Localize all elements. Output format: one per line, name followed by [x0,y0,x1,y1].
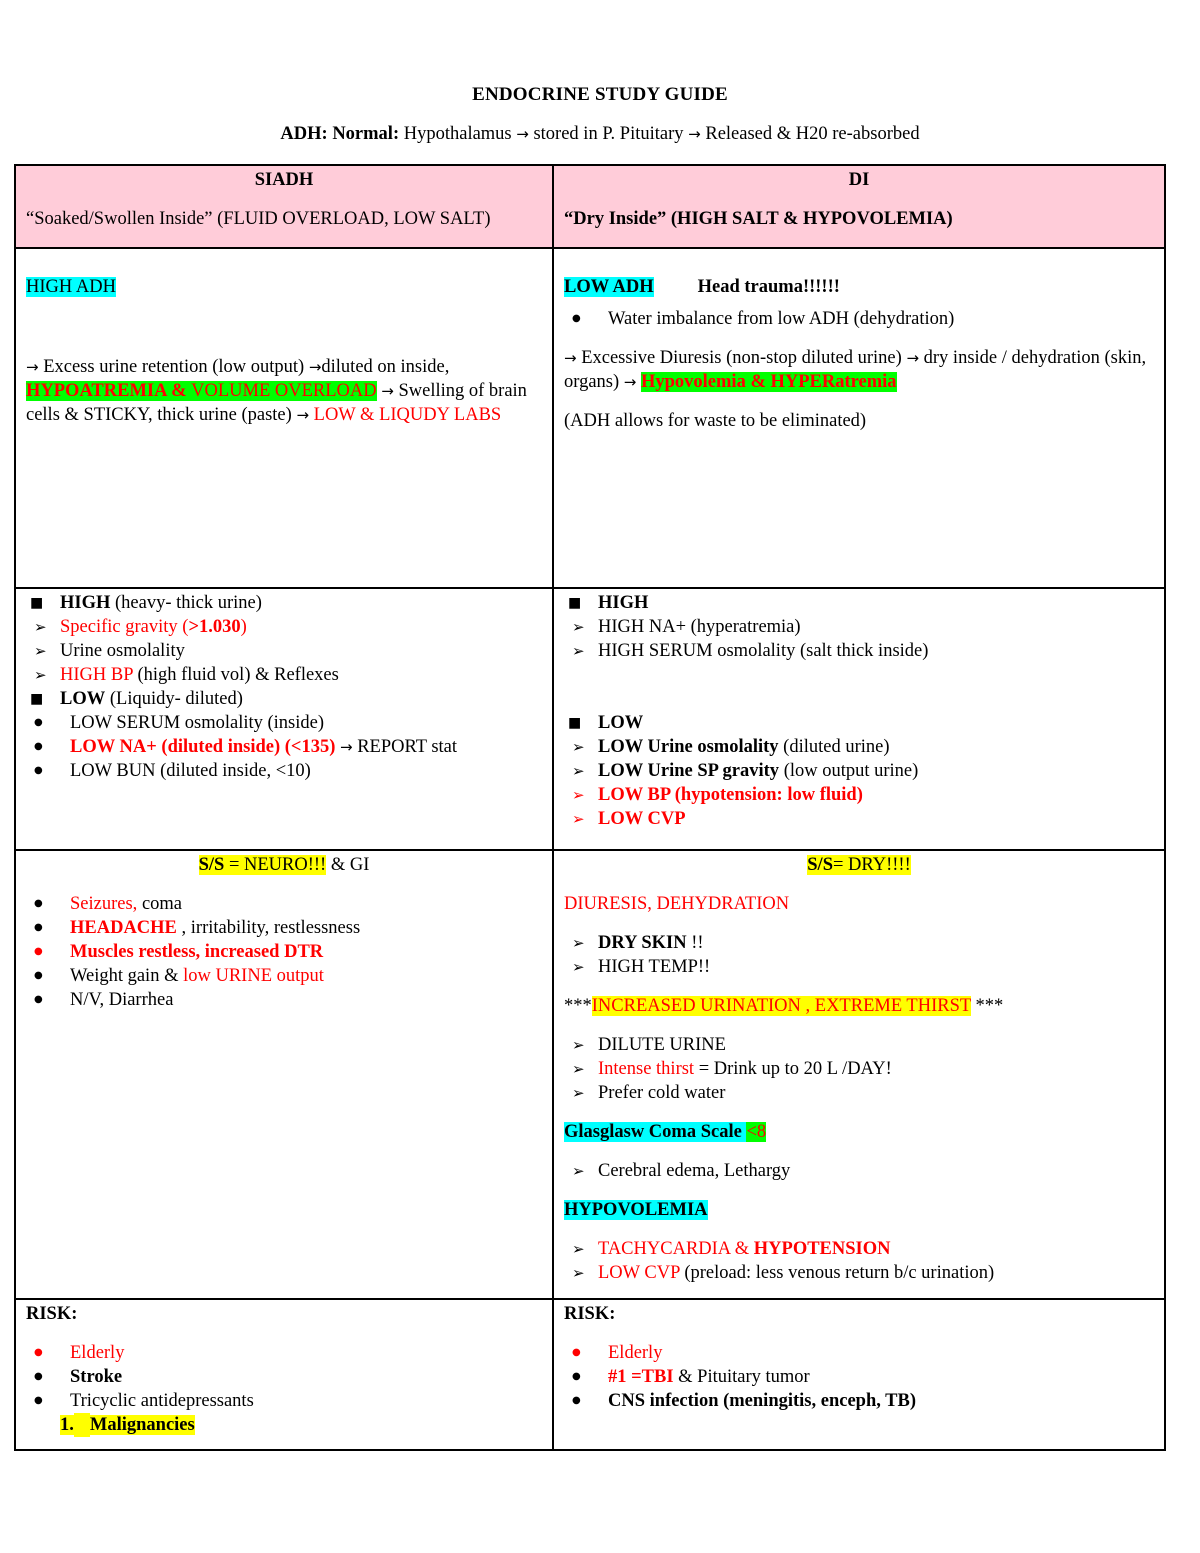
gcs-value: <8 [746,1122,767,1142]
adh-normal-line [0,124,1200,145]
risk-number: 1. [60,1415,74,1435]
di-labs-high: ■ HIGH [564,591,1154,615]
thirst-note: = Drink up to 20 L /DAY! [694,1059,892,1079]
adh-normal-label: ADH: Normal: [280,124,400,144]
arrow-icon: → [623,373,637,391]
dry-skin-label: DRY SKIN [598,933,687,953]
adh-step-hypothalamus: Hypothalamus [399,124,517,144]
siadh-high-note: (heavy- thick urine) [110,593,262,613]
di-risk-cell [553,1299,1165,1450]
arrow-icon: → [26,358,39,376]
di-waste-note: (ADH allows for waste to be eliminated) [564,411,867,431]
siadh-seizures [26,892,542,916]
di-overview-cell [553,248,1165,588]
di-low-sp-gravity [564,759,1154,783]
di-risk-tbi [564,1365,1154,1389]
di-labs-low: ■ LOW [564,711,1154,735]
di-labs-cell [553,588,1165,850]
adh-step-pituitary: stored in P. Pituitary [528,124,689,144]
ss-neuro: = NEURO!!! [224,855,327,875]
header-row [15,165,1165,248]
siadh-risk-cell [15,1299,553,1450]
siadh-low-na [26,735,542,759]
di-risk-cns: ● CNS infection (meningitis, enceph, TB) [564,1389,1154,1413]
tachycardia-label: TACHYCARDIA & [598,1239,754,1259]
di-header-cell [553,165,1165,248]
arrow-icon: → [381,382,394,400]
high-bp-label: HIGH BP [60,665,133,685]
siadh-flow-diluted: diluted on inside, [321,357,450,377]
siadh-urine-osmolality: ➢ Urine osmolality [26,639,542,663]
di-ss-heading [564,853,1154,877]
di-high-temp: ➢ HIGH TEMP!! [564,955,1154,979]
siadh-adh-level: HIGH ADH [26,277,116,297]
di-cold-water: ➢ Prefer cold water [564,1081,1154,1105]
hypotension-label: HYPOTENSION [753,1239,891,1259]
siadh-labs-high [26,591,542,615]
sp-gravity-label: LOW Urine SP gravity [598,761,780,781]
di-increased-urination [564,994,1154,1018]
di-high-serum: ➢ HIGH SERUM osmolality (salt thick inside) [564,639,1154,663]
di-flow [564,346,1154,394]
sg-close: ) [240,617,247,637]
low-urine-output: low URINE output [183,966,324,986]
di-cerebral-edema: ➢ Cerebral edema, Lethargy [564,1159,1154,1183]
di-dilute-urine: ➢ DILUTE URINE [564,1033,1154,1057]
urine-osm-label: LOW Urine osmolality [598,737,779,757]
arrow-icon: → [906,349,920,367]
siadh-ss-heading [26,853,542,877]
arrow-icon: → [308,358,322,376]
di-intense-thirst [564,1057,1154,1081]
siadh-weight-gain [26,964,542,988]
di-symptoms-cell [553,850,1165,1299]
siadh-symptoms-cell [15,850,553,1299]
coma-label: coma [137,894,182,914]
weight-gain-label: Weight gain & [70,966,184,986]
siadh-title: SIADH [254,170,314,190]
siadh-header-cell [15,165,553,248]
siadh-overview-cell [15,248,553,588]
di-head-trauma: Head trauma!!!!!! [697,277,840,297]
di-risk-elderly: ● Elderly [564,1341,1154,1365]
di-flow-diuresis: Excessive Diuresis (non-stop diluted urine) [576,348,907,368]
siadh-flow-hypoatremia: HYPOATREMIA & [26,381,192,401]
siadh-headache [26,916,542,940]
ss-dry: = DRY!!!! [832,855,911,875]
symptoms-row [15,850,1165,1299]
arrow-icon: → [688,125,701,143]
di-title: DI [848,170,870,190]
adh-step-released: Released & H20 re-absorbed [700,124,920,144]
di-risk-heading: RISK: [564,1304,616,1324]
di-adh-level: LOW ADH [564,277,654,297]
document-title: ENDOCRINE STUDY GUIDE [472,84,728,105]
di-high-na: ➢ HIGH NA+ (hyperatremia) [564,615,1154,639]
thirst-label: Intense thirst [598,1059,695,1079]
ss-label: S/S [198,855,225,875]
comparison-table [14,164,1166,1451]
low-cvp-label: LOW CVP [598,1263,680,1283]
siadh-labs-low [26,687,542,711]
gcs-label: Glasglasw Coma Scale [564,1122,747,1142]
ss-gi: & GI [326,855,370,875]
siadh-flow-swelling: Swelling of brain cells & STICKY, thick urine (paste) [26,381,527,425]
siadh-risk-tricyclic: ● Tricyclic antidepressants [26,1389,542,1413]
siadh-risk-elderly: ● Elderly [26,1341,542,1365]
headache-label: HEADACHE [70,918,177,938]
di-low-bp: ➢ LOW BP (hypotension: low fluid) [564,783,1154,807]
siadh-low-note: (Liquidy- diluted) [105,689,243,709]
di-water-imbalance: ● Water imbalance from low ADH (dehydration) [564,307,1154,331]
dry-skin-bang: !! [686,933,704,953]
sg-value: >1.030 [188,617,241,637]
headache-rest: , irritability, restlessness [176,918,361,938]
sp-gravity-note: (low output urine) [779,761,919,781]
siadh-flow-retention: Excess urine retention (low output) [38,357,309,377]
siadh-nv: ● N/V, Diarrhea [26,988,542,1012]
di-flow-hypovolemia: Hypovolemia & HYPERatremia [640,372,897,392]
overview-row [15,248,1165,588]
siadh-flow-labs: LOW & LIQUDY LABS [309,405,502,425]
di-low-cvp-preload [564,1261,1154,1285]
di-hypovolemia-heading: HYPOVOLEMIA [564,1200,708,1220]
siadh-low-label: LOW [60,689,106,709]
stars-left: *** [564,996,592,1016]
di-gcs [564,1120,1154,1144]
siadh-low-bun: ● LOW BUN (diluted inside, <10) [26,759,542,783]
malignancies-label: Malignancies [89,1415,195,1435]
siadh-flow [26,355,542,427]
di-flow-dry-inside: dry inside / dehydration (skin, organs) [564,348,1147,392]
sg-label: Specific gravity ( [60,617,189,637]
low-cvp-note: (preload: less venous return b/c urination) [679,1263,995,1283]
arrow-icon: → [564,349,577,367]
tbi-label: #1 =TBI [608,1367,674,1387]
labs-row [15,588,1165,850]
siadh-risk-heading: RISK: [26,1304,78,1324]
di-diuresis: DIURESIS, DEHYDRATION [564,894,790,914]
di-tagline: “Dry Inside” (HIGH SALT & HYPOVOLEMIA) [564,209,953,229]
ss-label: S/S [807,855,833,875]
siadh-serum-osmolality: ● LOW SERUM osmolality (inside) [26,711,542,735]
siadh-muscles: ● Muscles restless, increased DTR [26,940,542,964]
stars-right: *** [970,996,1004,1016]
seizures-label: Seizures, [70,894,138,914]
arrow-icon: → [516,125,529,143]
siadh-high-bp [26,663,542,687]
arrow-icon: → [296,406,310,424]
di-low-urine-osm [564,735,1154,759]
siadh-labs-cell [15,588,553,850]
siadh-flow-volume-overload: VOLUME OVERLOAD [191,381,377,401]
siadh-high-label: HIGH [60,593,111,613]
low-na-label: LOW NA+ (diluted inside) (<135) [70,737,336,757]
increased-urination-label: INCREASED URINATION , EXTREME THIRST [591,996,971,1016]
arrow-icon: → [340,738,353,756]
di-tachycardia [564,1237,1154,1261]
urine-osm-note: (diluted urine) [778,737,890,757]
report-stat: REPORT stat [352,737,458,757]
siadh-risk-malignancies [26,1413,542,1437]
siadh-tagline: “Soaked/Swollen Inside” (FLUID OVERLOAD, LOW SALT) [26,209,491,229]
high-bp-note: (high fluid vol) & Reflexes [132,665,339,685]
di-dry-skin [564,931,1154,955]
siadh-specific-gravity [26,615,542,639]
pituitary-tumor: & Pituitary tumor [673,1367,810,1387]
di-low-cvp: ➢ LOW CVP [564,807,1154,831]
siadh-risk-stroke: ● Stroke [26,1365,542,1389]
risk-row [15,1299,1165,1450]
